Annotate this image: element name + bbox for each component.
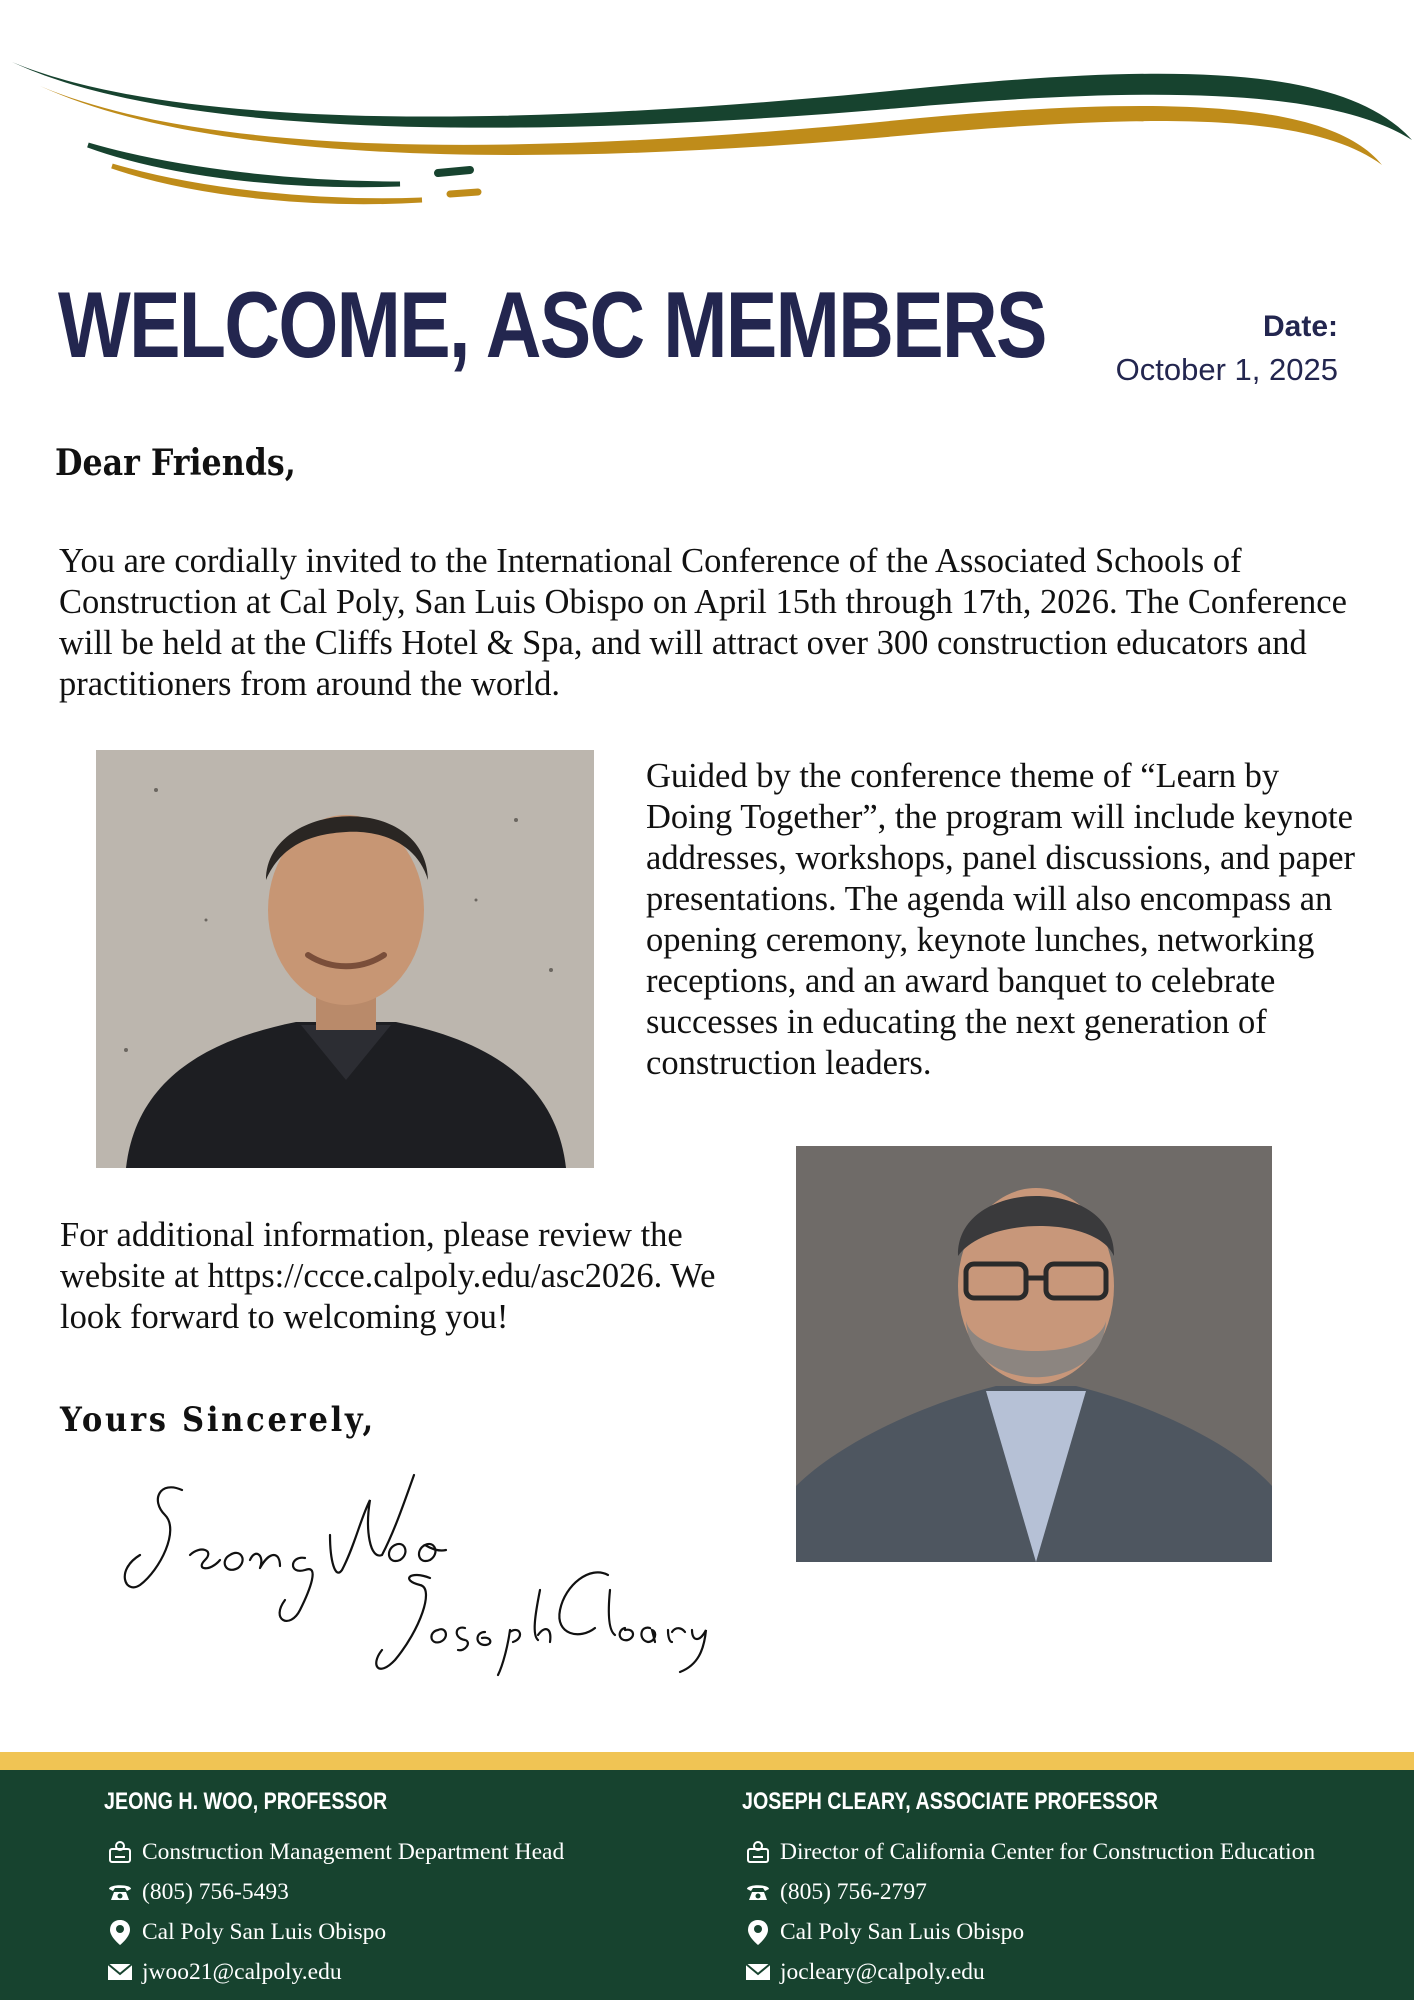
contact-email-row [742,1952,1315,1992]
contact-email[interactable]: jwoo21@calpoly.edu [142,1958,342,1985]
contact-role-row [742,1832,1315,1872]
contact-phone[interactable]: (805) 756-2797 [780,1878,927,1905]
signature-jeong-woo [125,1475,446,1621]
date-label: Date: [1262,310,1338,343]
closing: Yours Sincerely, [60,1400,376,1440]
contact-role: Construction Management Department Head [142,1838,565,1865]
salutation: Dear Friends, [55,442,296,484]
intro-paragraph: You are cordially invited to the International Conference of the Associated Schools of Construction at Cal Poly, San Luis Obispo on April 15th through 17th, 2026. The Conference will be held at the Cliffs Hotel & Spa, and will attract over 300 construction educators and practitioners from around the world. [59,542,1347,703]
contact-phone-row [104,1872,564,1912]
contact-info-paragraph: For additional information, please review the website at https://ccce.calpoly.edu/asc2026. We look forward to welcoming you! [60,1216,716,1336]
program-paragraph: Guided by the conference theme of “Learn by Doing Together”, the program will include keynote addresses, workshops, panel discussions, and paper presentations. The agenda will also encompass an opening ceremony, keynote lunches, networking receptions, and an award banquet to celebrate successes in educating the next generation of construction leaders. [646,757,1356,1082]
map-pin-icon [104,1916,136,1948]
contact-role-row [104,1832,564,1872]
id-badge-icon [104,1836,136,1868]
contact-role: Director of California Center for Construction Education [780,1838,1316,1865]
telephone-icon [742,1876,774,1908]
contact-phone-row [742,1872,1315,1912]
header-swoosh-graphic [0,0,1414,230]
signatures [120,1460,740,1680]
contact-email[interactable]: jocleary@calpoly.edu [780,1958,985,1985]
contact-name-title: JEONG H. WOO, PROFESSOR [104,1788,388,1815]
portrait-photo-jeong-woo [96,750,594,1168]
portrait-photo-joseph-cleary [796,1146,1272,1562]
envelope-icon [742,1956,774,1988]
contact-card-joseph-cleary [742,1788,1315,1992]
contact-location-row [104,1912,564,1952]
footer [0,1770,1414,2000]
contact-location-row [742,1912,1315,1952]
page-title: WELCOME, ASC MEMBERS [58,272,1046,377]
contact-email-row [104,1952,564,1992]
map-pin-icon [742,1916,774,1948]
id-badge-icon [742,1836,774,1868]
contact-phone[interactable]: (805) 756-5493 [142,1878,289,1905]
contact-card-jeong-woo [104,1788,564,1992]
contact-location: Cal Poly San Luis Obispo [142,1918,387,1945]
envelope-icon [104,1956,136,1988]
date-value: October 1, 2025 [1115,352,1338,387]
footer-accent-strip [0,1752,1414,1770]
signature-joseph-cleary [376,1572,706,1675]
contact-name-title: JOSEPH CLEARY, ASSOCIATE PROFESSOR [742,1788,1158,1815]
telephone-icon [104,1876,136,1908]
contact-location: Cal Poly San Luis Obispo [780,1918,1025,1945]
